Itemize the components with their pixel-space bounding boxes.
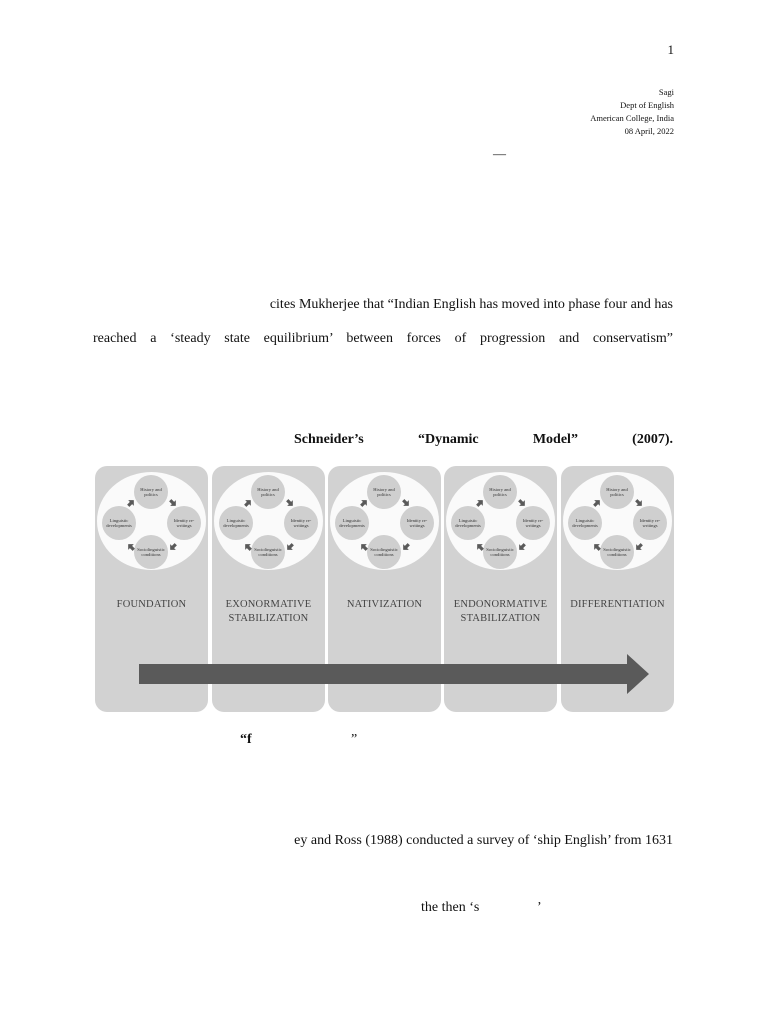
cycle-node-right: Identity re-writings xyxy=(400,506,434,540)
body-line-then: the then ‘s xyxy=(421,900,480,915)
phase-label: DIFFERENTIATION xyxy=(570,599,665,610)
dynamic-model-diagram xyxy=(95,466,673,712)
cycle-node-right: Identity re-writings xyxy=(516,506,550,540)
cycle-node-top: History and politics xyxy=(367,475,401,509)
body-line-then-close: ’ xyxy=(537,900,542,915)
author-block xyxy=(590,86,674,138)
cycle-arrow-icon xyxy=(167,541,178,552)
author-date: 08 April, 2022 xyxy=(624,126,674,136)
cycle-node-left: Linguistic developments xyxy=(335,506,369,540)
fragment-quote-open: “f xyxy=(240,732,252,747)
author-name: Sagi xyxy=(658,87,674,97)
cycle-node-right: Identity re-writings xyxy=(167,506,201,540)
cycle-node-left: Linguistic developments xyxy=(568,506,602,540)
cycle-circle xyxy=(330,472,439,570)
cycle-node-bottom: Sociolinguistic conditions xyxy=(134,535,168,569)
title-dash: — xyxy=(493,146,506,161)
cycle-circle xyxy=(563,472,672,570)
progression-arrow xyxy=(139,654,649,696)
cycle-node-bottom: Sociolinguistic conditions xyxy=(600,535,634,569)
cycle-node-left: Linguistic developments xyxy=(219,506,253,540)
page-number: 1 xyxy=(667,42,674,57)
phase-label: EXONORMATIVE STABILIZATION xyxy=(225,599,312,624)
cycle-circle xyxy=(446,472,555,570)
phase-label: FOUNDATION xyxy=(116,599,187,610)
cycle-circle xyxy=(97,472,206,570)
cycle-node-bottom: Sociolinguistic conditions xyxy=(251,535,285,569)
cycle-node-top: History and politics xyxy=(251,475,285,509)
author-institution: American College, India xyxy=(590,113,674,123)
cycle-circle xyxy=(214,472,323,570)
fragment-quote-close: ” xyxy=(351,732,358,747)
figure-caption: Schneider’s “Dynamic Model” (2007). xyxy=(294,432,673,447)
cycle-node-right: Identity re-writings xyxy=(633,506,667,540)
phase-label: NATIVIZATION xyxy=(346,599,423,610)
cycle-node-top: History and politics xyxy=(483,475,517,509)
cycle-arrow-icon xyxy=(516,541,527,552)
cycle-arrow-icon xyxy=(284,541,295,552)
cycle-node-bottom: Sociolinguistic conditions xyxy=(367,535,401,569)
cycle-arrow-icon xyxy=(633,541,644,552)
body-line-mukherjee: cites Mukherjee that “Indian English has moved into phase four and has xyxy=(269,297,673,312)
cycle-node-top: History and politics xyxy=(600,475,634,509)
cycle-arrow-icon xyxy=(400,541,411,552)
body-line-equilibrium: reached a ‘steady state equilibrium’ between forces of progression and conservatism” xyxy=(93,331,673,346)
cycle-node-top: History and politics xyxy=(134,475,168,509)
cycle-node-bottom: Sociolinguistic conditions xyxy=(483,535,517,569)
cycle-node-left: Linguistic developments xyxy=(451,506,485,540)
phase-label: ENDONORMATIVE STABILIZATION xyxy=(453,599,548,624)
cycle-node-left: Linguistic developments xyxy=(102,506,136,540)
author-department: Dept of English xyxy=(620,100,674,110)
body-line-survey: ey and Ross (1988) conducted a survey of ‘ship English’ from 1631 xyxy=(294,833,673,848)
cycle-node-right: Identity re-writings xyxy=(284,506,318,540)
